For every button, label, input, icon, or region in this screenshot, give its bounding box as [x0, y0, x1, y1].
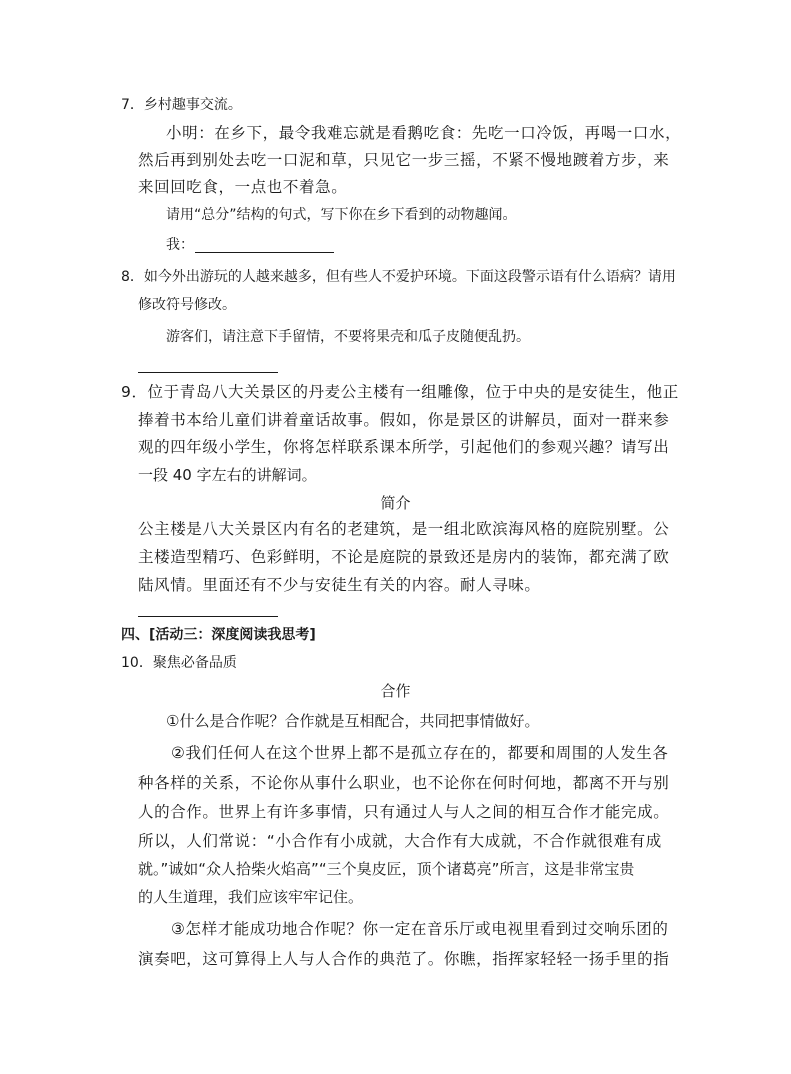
q7-title: 7．乡村趣事交流。: [121, 97, 242, 113]
q8-line-2: 修改符号修改。: [138, 297, 236, 313]
q10-paragraph-2-line-5: 就。”诚如“众人拾柴火焰高”“三个臭皮匠，顶个诸葛亮”所言，这是非常宝贵: [138, 860, 635, 878]
q7-dialogue-line-2: 然后再到别处去吃一口泥和草，只见它一步三摇，不紧不慢地踱着方步，来: [138, 151, 670, 169]
q10-paragraph-3-line-2: 演奏吧，这可算得上人与人合作的典范了。你瞧，指挥家轻轻一扬手里的指: [138, 950, 670, 968]
q10-paragraph-1: ①什么是合作呢？合作就是互相配合，共同把事情做好。: [166, 712, 540, 730]
q10-paragraph-2-line-4: 所以，人们常说：“小合作有小成就，大合作有大成就，不合作就很难有成: [138, 832, 662, 850]
q9-intro-line-3: 陆风情。里面还有不少与安徒生有关的内容。耐人寻味。: [138, 576, 541, 594]
q9-intro-title: 简介: [380, 494, 411, 512]
q9-answer-blank[interactable]: [138, 616, 278, 617]
q10-paragraph-2-line-1: ②我们任何人在这个世界上都不是孤立存在的，都要和周围的人发生各: [171, 744, 669, 762]
section-4-heading: 四、[活动三：深度阅读我思考]: [121, 627, 316, 643]
q9-line-4: 一段 40 字左右的讲解词。: [138, 466, 317, 484]
q7-dialogue-line-3: 来回回吃食，一点也不着急。: [138, 178, 348, 196]
q9-line-1: 9．位于青岛八大关景区的丹麦公主楼有一组雕像，位于中央的是安徒生，他正: [121, 383, 679, 401]
q7-answer-blank[interactable]: [195, 252, 334, 253]
q10-paragraph-3-line-1: ③怎样才能成功地合作呢？你一定在音乐厅或电视里看到过交响乐团的: [171, 920, 669, 938]
q9-line-2: 捧着书本给儿童们讲着童话故事。假如，你是景区的讲解员，面对一群来参: [138, 411, 670, 429]
q8-answer-blank[interactable]: [138, 372, 278, 373]
q9-intro-line-1: 公主楼是八大关景区内有名的老建筑，是一组北欧滨海风格的庭院别墅。公: [138, 520, 670, 538]
q9-line-3: 观的四年级小学生，你将怎样联系课本所学，引起他们的参观兴趣？请写出: [138, 438, 670, 456]
q7-instruction: 请用“总分”结构的句式，写下你在乡下看到的动物趣闻。: [166, 207, 517, 223]
q9-intro-line-2: 主楼造型精巧、色彩鲜明，不论是庭院的景致还是房内的装饰，都充满了欧: [138, 548, 670, 566]
q8-warning-sign: 游客们，请注意下手留情，不要将果壳和瓜子皮随便乱扔。: [166, 329, 530, 345]
q10-paragraph-2-line-3: 人的合作。世界上有许多事情，只有通过人与人之间的相互合作才能完成。: [138, 803, 670, 821]
q7-answer-label: 我：: [166, 237, 194, 253]
q10-paragraph-2-line-6: 的人生道理，我们应该牢牢记住。: [138, 888, 364, 906]
q10-title: 10．聚焦必备品质: [121, 655, 237, 671]
q8-line-1: 8．如今外出游玩的人越来越多，但有些人不爱护环境。下面这段警示语有什么语病？请用: [121, 269, 676, 285]
q10-article-title: 合作: [380, 682, 411, 700]
q10-paragraph-2-line-2: 种各样的关系，不论你从事什么职业，也不论你在何时何地，都离不开与别: [138, 774, 670, 792]
q7-dialogue-line-1: 小明：在乡下，最令我难忘就是看鹅吃食：先吃一口冷饭，再喝一口水，: [166, 124, 682, 142]
